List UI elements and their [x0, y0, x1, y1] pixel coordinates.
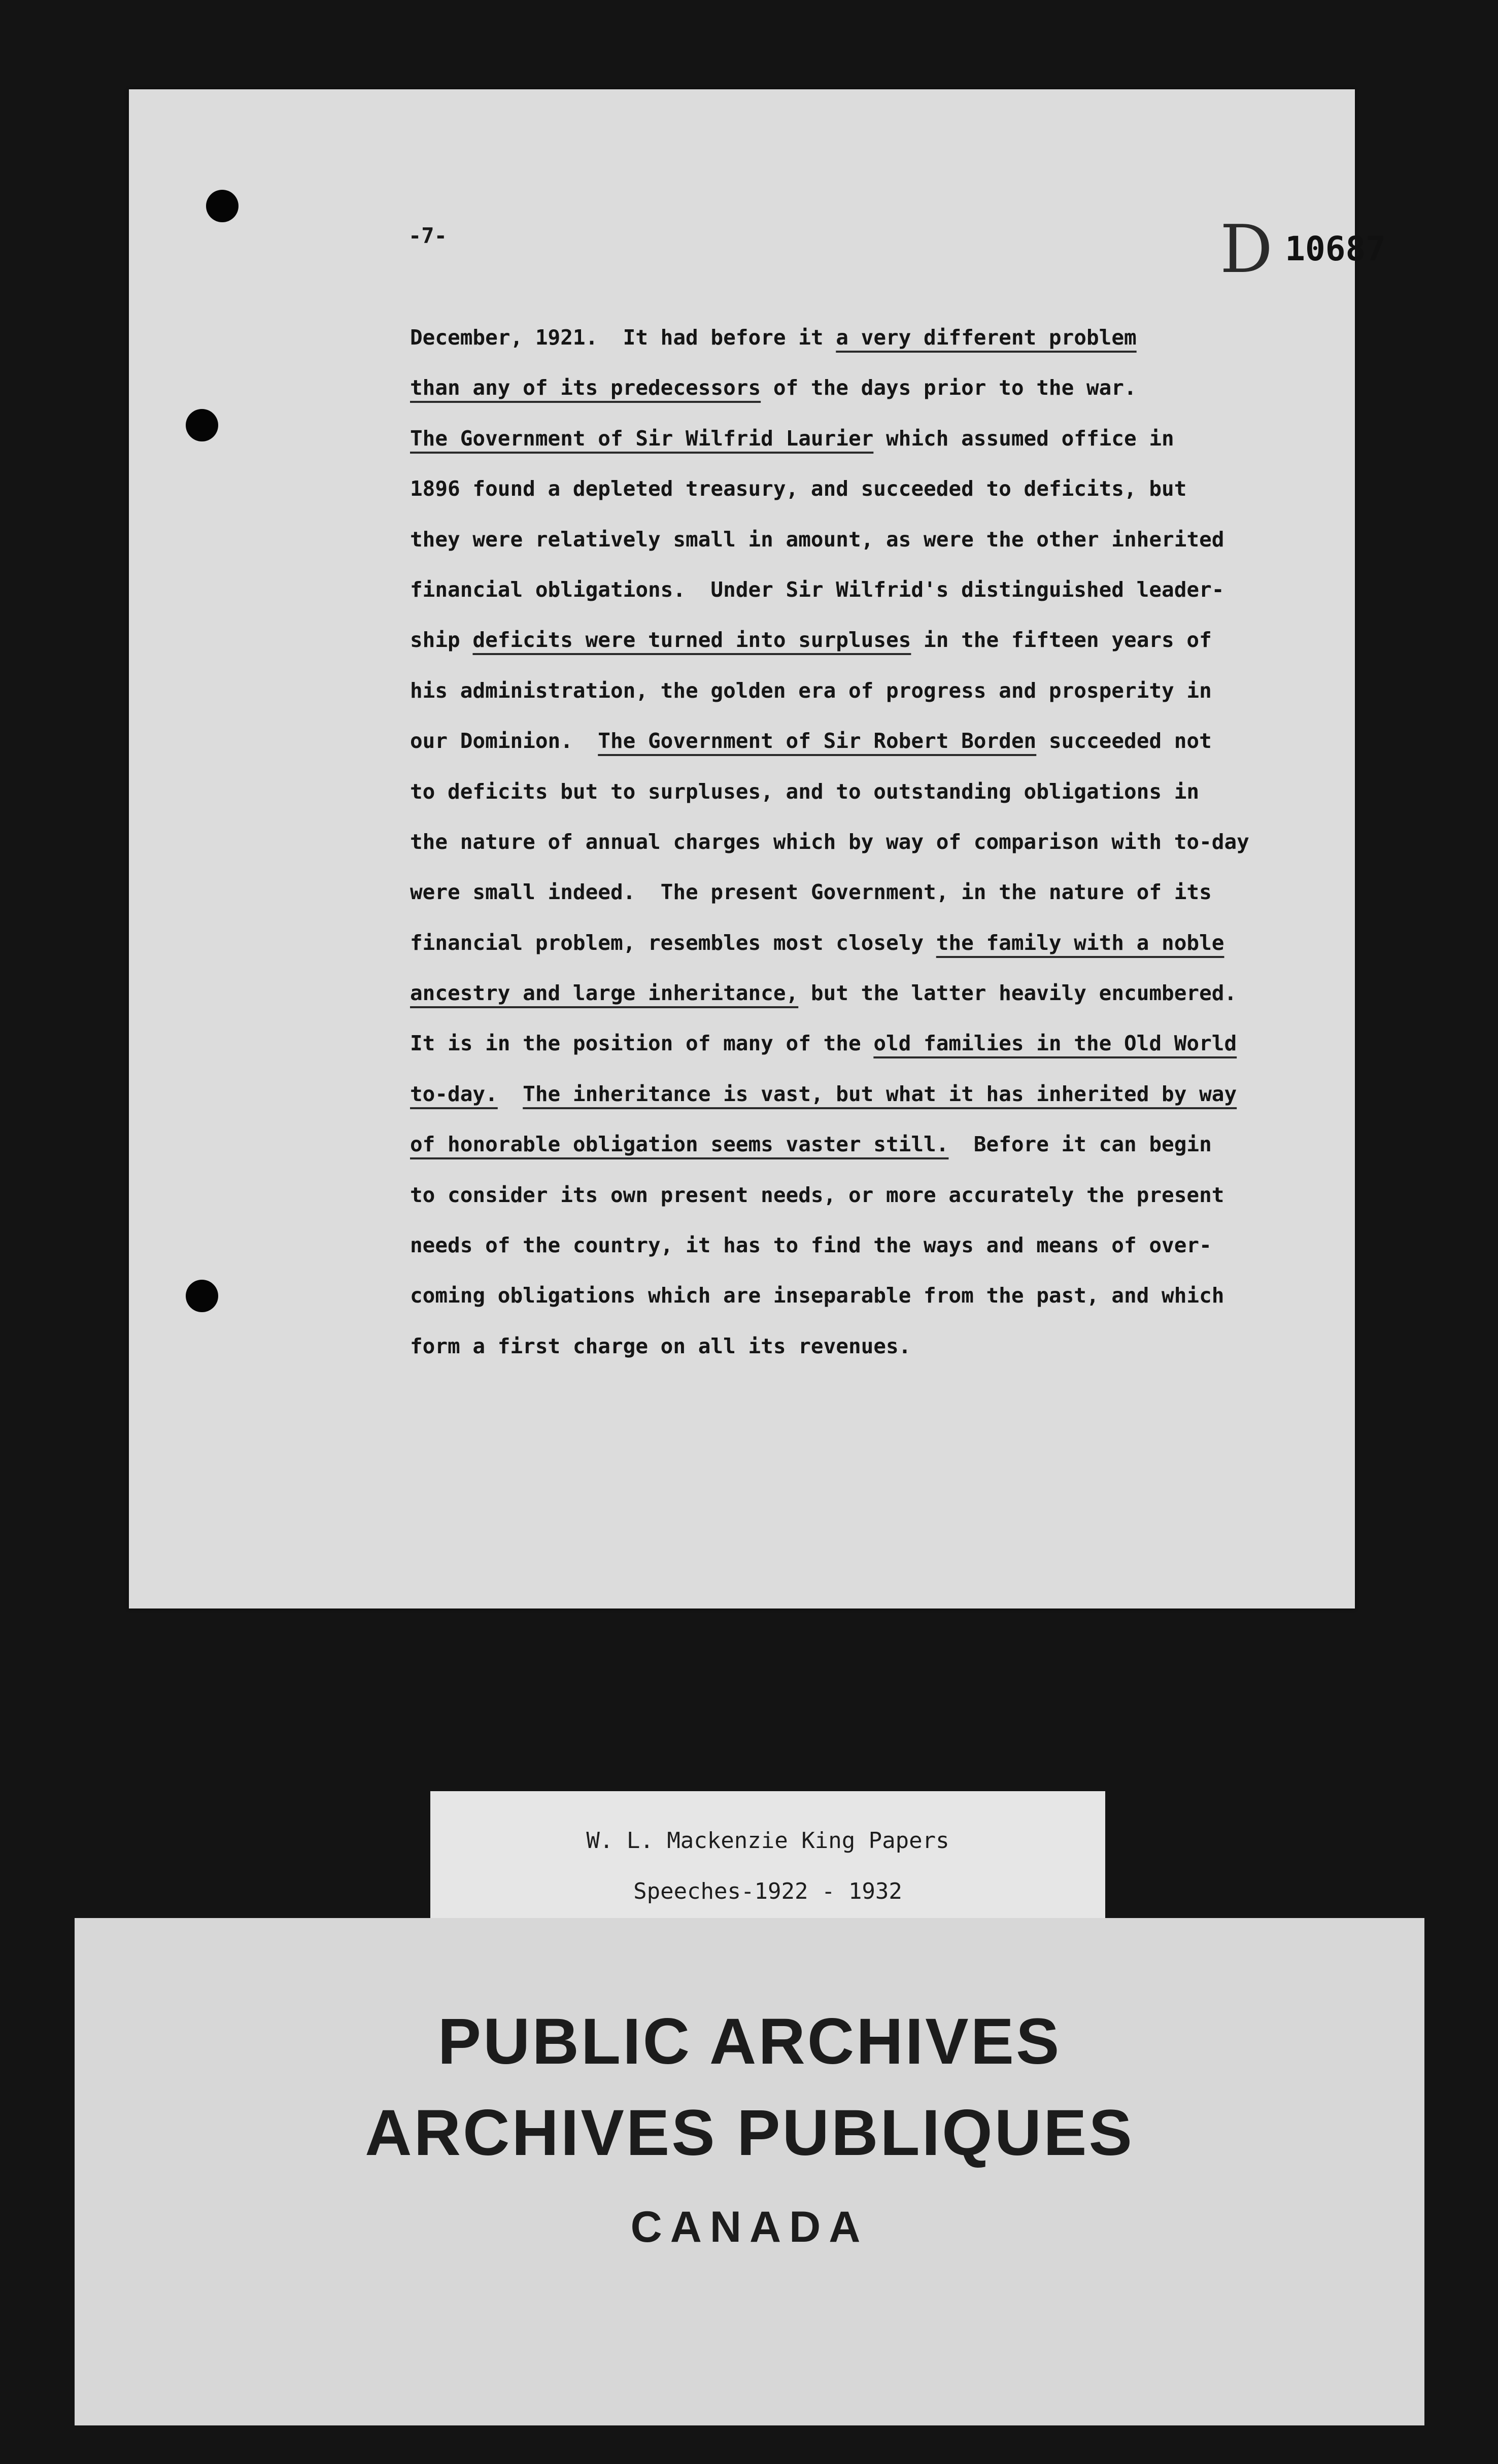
text-segment: our Dominion.	[410, 729, 598, 754]
document-number-value: 10687	[1285, 229, 1386, 268]
text-line	[410, 574, 1273, 625]
punch-hole	[186, 1280, 218, 1312]
text-segment: to consider its own present needs, or more accurately the present	[410, 1182, 1224, 1207]
text-segment: were small indeed. The present Government, in the nature of its	[410, 880, 1212, 905]
text-segment	[498, 1082, 523, 1106]
text-segment: to deficits but to surpluses, and to outstanding obligations in	[410, 779, 1200, 804]
collection-title: W. L. Mackenzie King Papers	[586, 1828, 949, 1854]
text-line	[410, 1280, 1273, 1330]
underlined-phrase: The Government of Sir Robert Borden	[598, 729, 1037, 754]
archives-title-fr: ARCHIVES PUBLIQUES	[365, 2097, 1134, 2169]
text-line	[410, 473, 1273, 524]
document-letter: D	[1220, 211, 1273, 288]
text-segment: of the days prior to the war.	[761, 375, 1137, 400]
text-segment: coming obligations which are inseparable from the past, and which	[410, 1283, 1224, 1308]
underlined-phrase: than any of its predecessors	[410, 375, 761, 400]
archives-country: CANADA	[630, 2203, 869, 2251]
text-line	[410, 877, 1273, 927]
text-line	[410, 1331, 1273, 1381]
underlined-phrase: of honorable obligation seems vaster still.	[410, 1132, 949, 1157]
collection-series: Speeches-1922 - 1932	[633, 1878, 902, 1904]
text-line	[410, 524, 1273, 574]
underlined-phrase: to-day.	[410, 1081, 498, 1106]
text-segment: the nature of annual charges which by way of comparison with to-day	[410, 829, 1249, 854]
text-line	[410, 322, 1273, 372]
text-line	[410, 726, 1273, 776]
text-line	[410, 625, 1273, 675]
page-number: -7-	[408, 223, 447, 248]
punch-hole	[186, 409, 218, 441]
text-line	[410, 978, 1273, 1028]
text-line	[410, 928, 1273, 978]
text-segment: but the latter heavily encumbered.	[798, 981, 1237, 1006]
text-segment: his administration, the golden era of progress and prosperity in	[410, 678, 1212, 703]
text-segment: succeeded not	[1036, 729, 1212, 754]
text-line	[410, 372, 1273, 423]
text-segment: they were relatively small in amount, as were the other inherited	[410, 527, 1224, 552]
text-segment: 1896 found a depleted treasury, and succeeded to deficits, but	[410, 476, 1187, 501]
typed-speech-text	[410, 322, 1273, 1381]
document-number	[1220, 211, 1386, 288]
text-line	[410, 423, 1273, 473]
text-segment: in the fifteen years of	[911, 628, 1212, 653]
text-line	[410, 675, 1273, 726]
text-line	[410, 1079, 1273, 1129]
text-line	[410, 1129, 1273, 1179]
underlined-phrase: a very different problem	[836, 325, 1137, 350]
text-segment: It is in the position of many of the	[410, 1031, 874, 1056]
underlined-phrase: old families in the Old World	[873, 1031, 1237, 1056]
underlined-phrase: ancestry and large inheritance,	[410, 981, 799, 1006]
punch-hole	[206, 190, 239, 222]
text-line	[410, 1180, 1273, 1230]
underlined-phrase: the family with a noble	[936, 930, 1224, 955]
text-segment: Before it can begin	[948, 1132, 1212, 1157]
text-line	[410, 827, 1273, 877]
text-segment: financial problem, resembles most closely	[410, 930, 936, 955]
text-segment: form a first charge on all its revenues.	[410, 1333, 911, 1358]
underlined-phrase: deficits were turned into surpluses	[472, 628, 911, 653]
text-line	[410, 1028, 1273, 1078]
text-segment: financial obligations. Under Sir Wilfrid's distinguished leader-	[410, 577, 1224, 602]
archives-label	[75, 1918, 1424, 2425]
text-segment: December, 1921. It had before it	[410, 325, 836, 350]
underlined-phrase: The inheritance is vast, but what it has inherited by way	[523, 1081, 1237, 1106]
text-line	[410, 1230, 1273, 1280]
text-segment: ship	[410, 628, 473, 653]
text-segment: which assumed office in	[873, 426, 1174, 451]
archives-title-en: PUBLIC ARCHIVES	[437, 2005, 1062, 2078]
text-line	[410, 776, 1273, 827]
underlined-phrase: The Government of Sir Wilfrid Laurier	[410, 426, 874, 451]
text-segment: needs of the country, it has to find the ways and means of over-	[410, 1233, 1212, 1258]
